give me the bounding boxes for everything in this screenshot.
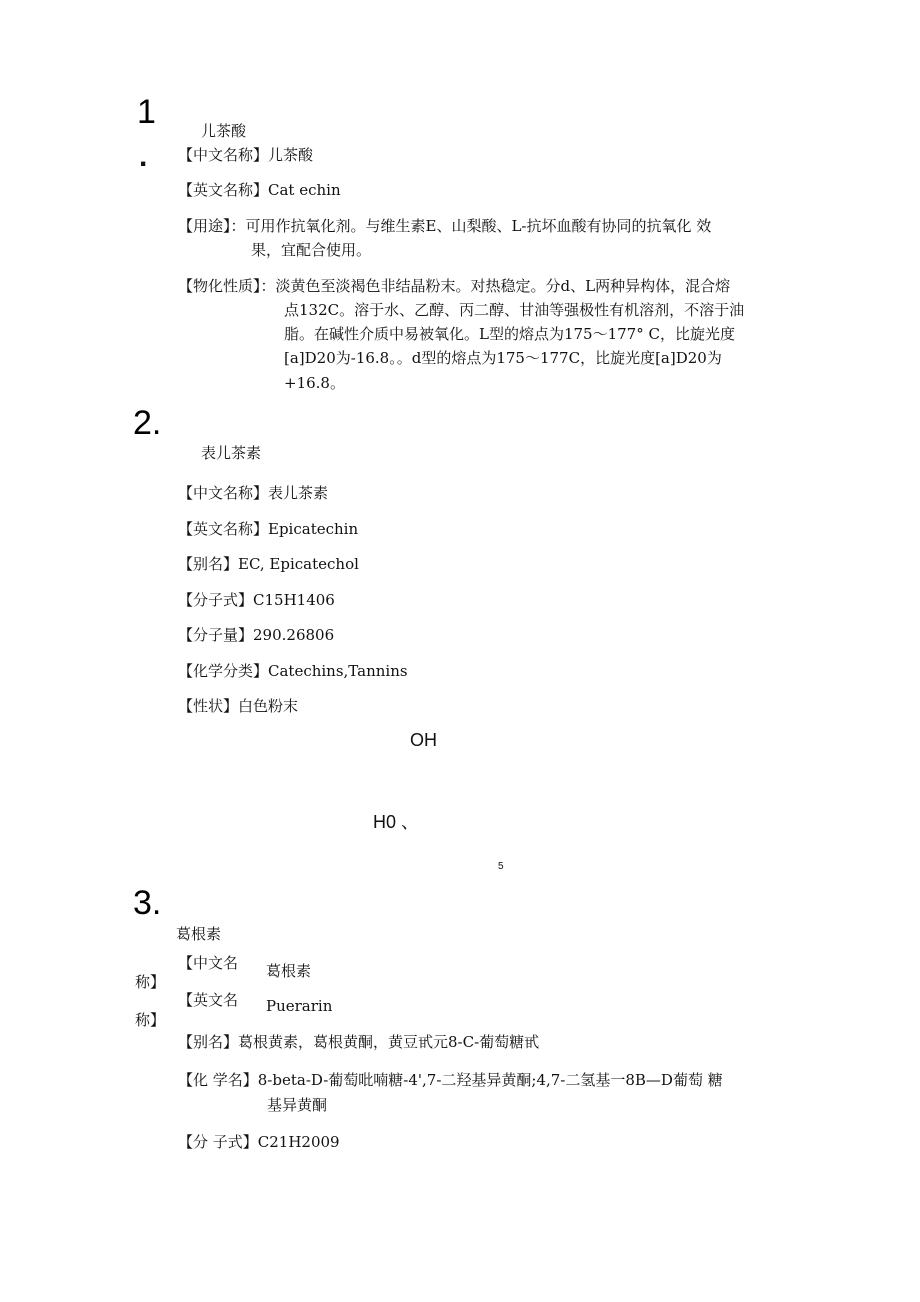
section-3-heading: 葛根素: [176, 925, 222, 943]
structure-index-label: 5: [498, 861, 504, 872]
section-3-cn-label: 【中文名: [178, 954, 239, 972]
section-2-mass: 【分子量】290.26806: [178, 626, 335, 644]
section-2-en-name: 【英文名称】Epicatechin: [178, 520, 359, 538]
section-3-alias: 【别名】葛根黄素，葛根黄酮，黄豆甙元8-C-葡萄糖甙: [178, 1033, 540, 1051]
section-1-props-line5: +16.8。: [284, 374, 345, 392]
section-1-props-line1: 【物化性质】：淡黄色至淡褐色非结晶粉末。对热稳定。分d、L两种异构体，混合熔: [178, 277, 731, 295]
structure-oh-label: OH: [410, 730, 437, 750]
section-1-props-line4: [a]D20为-16.8。。d型的熔点为175〜177C，比旋光度[a]D20为: [284, 349, 722, 367]
section-2-number: 2.: [133, 404, 162, 442]
section-1-props-line2: 点132C。溶于水、乙醇、丙二醇、甘油等强极性有机溶剂，不溶于油: [284, 301, 745, 319]
section-1-use-line2: 果，宜配合使用。: [251, 241, 372, 259]
section-3-chem-name-line2: 基异黄酮: [267, 1096, 328, 1114]
section-3-chem-name-line1: 【化 学名】8-beta-D-葡萄吡喃糖-4',7-二羟基异黄酮;4,7-二氢基一8B—D葡萄 糖: [178, 1071, 723, 1089]
section-3-en-label-tail-clip: [135, 1011, 175, 1029]
section-2-heading: 表儿茶素: [201, 444, 262, 462]
section-2-alias: 【别名】EC, Epicatechol: [178, 555, 359, 573]
section-2-chem-class: 【化学分类】Catechins,Tannins: [178, 662, 408, 680]
section-1-props-line3: 脂。在碱性介质中易被氧化。L型的熔点为175〜177° C，比旋光度: [284, 325, 735, 343]
section-1-cn-name: 【中文名称】儿茶酸: [178, 146, 314, 164]
section-3-en-label-tail: 称】: [135, 1011, 166, 1029]
section-2-appearance: 【性状】白色粉末: [178, 697, 299, 715]
section-3-cn-label-tail: 称】: [135, 973, 166, 991]
section-1-use-line1: 【用途】：可用作抗氧化剂。与维生素E、山梨酸、L-抗坏血酸有协同的抗氧化 效: [178, 217, 712, 235]
section-3-en-label: 【英文名: [178, 991, 239, 1009]
section-3-formula: 【分 子式】C21H2009: [178, 1133, 340, 1151]
section-2-formula: 【分子式】C15H1406: [178, 591, 335, 609]
section-2-cn-name: 【中文名称】表儿茶素: [178, 484, 329, 502]
section-3-number: 3.: [133, 884, 162, 922]
section-3-en-value: Puerarin: [266, 997, 333, 1015]
section-3-cn-value: 葛根素: [266, 962, 312, 980]
section-1-number: 1: [137, 93, 156, 131]
section-1-en-name: 【英文名称】Cat echin: [178, 181, 341, 199]
structure-ho-label: H0 、: [373, 812, 420, 832]
section-1-bullet: .: [139, 140, 148, 173]
section-1-heading: 儿茶酸: [201, 122, 247, 140]
